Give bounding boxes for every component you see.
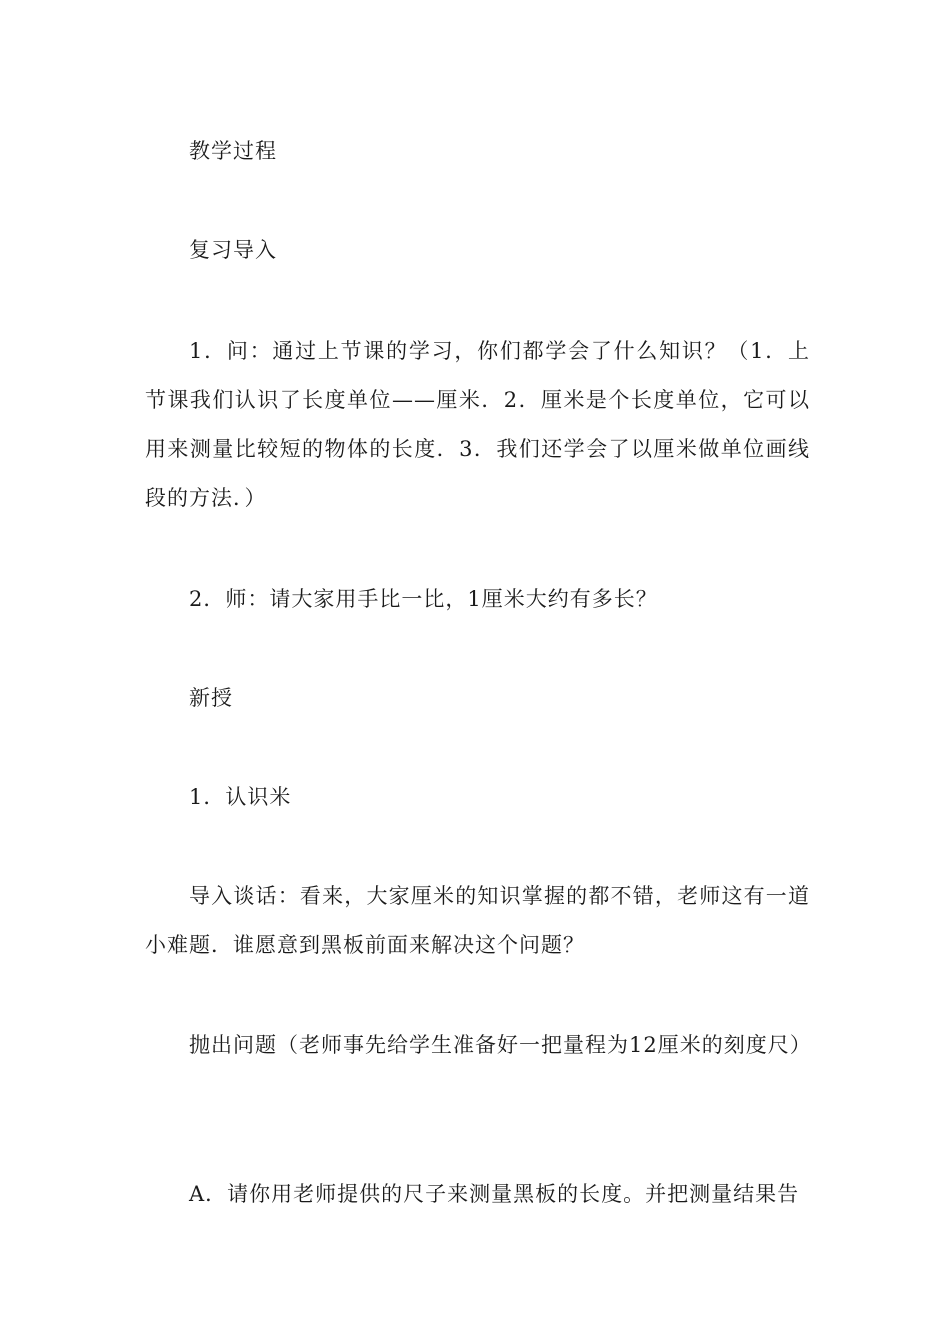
paragraph-task-a: A．请你用老师提供的尺子来测量黑板的长度。并把测量结果告 [189,1182,800,1206]
heading-teaching-process: 教学过程 [189,139,277,163]
paragraph-review-question: 1．问：通过上节课的学习，你们都学会了什么知识？（1．上节课我们认识了长度单位——厘米．2．厘米是个长度单位，它可以用来测量比较短的物体的长度．3．我们还学会了以厘米做单位画线段的方法．） [145,339,810,510]
heading-review-intro: 复习导入 [189,238,277,262]
paragraph-intro-talk: 导入谈话：看来，大家厘米的知识掌握的都不错，老师这有一道小难题．谁愿意到黑板前面来解决这个问题？ [145,884,810,957]
paragraph-teacher-prompt: 2．师：请大家用手比一比，1厘米大约有多长？ [189,587,658,611]
heading-new-lesson: 新授 [189,686,233,710]
paragraph-pose-question: 抛出问题（老师事先给学生准备好一把量程为12厘米的刻度尺） [189,1033,812,1057]
heading-know-meter: 1．认识米 [189,785,292,809]
